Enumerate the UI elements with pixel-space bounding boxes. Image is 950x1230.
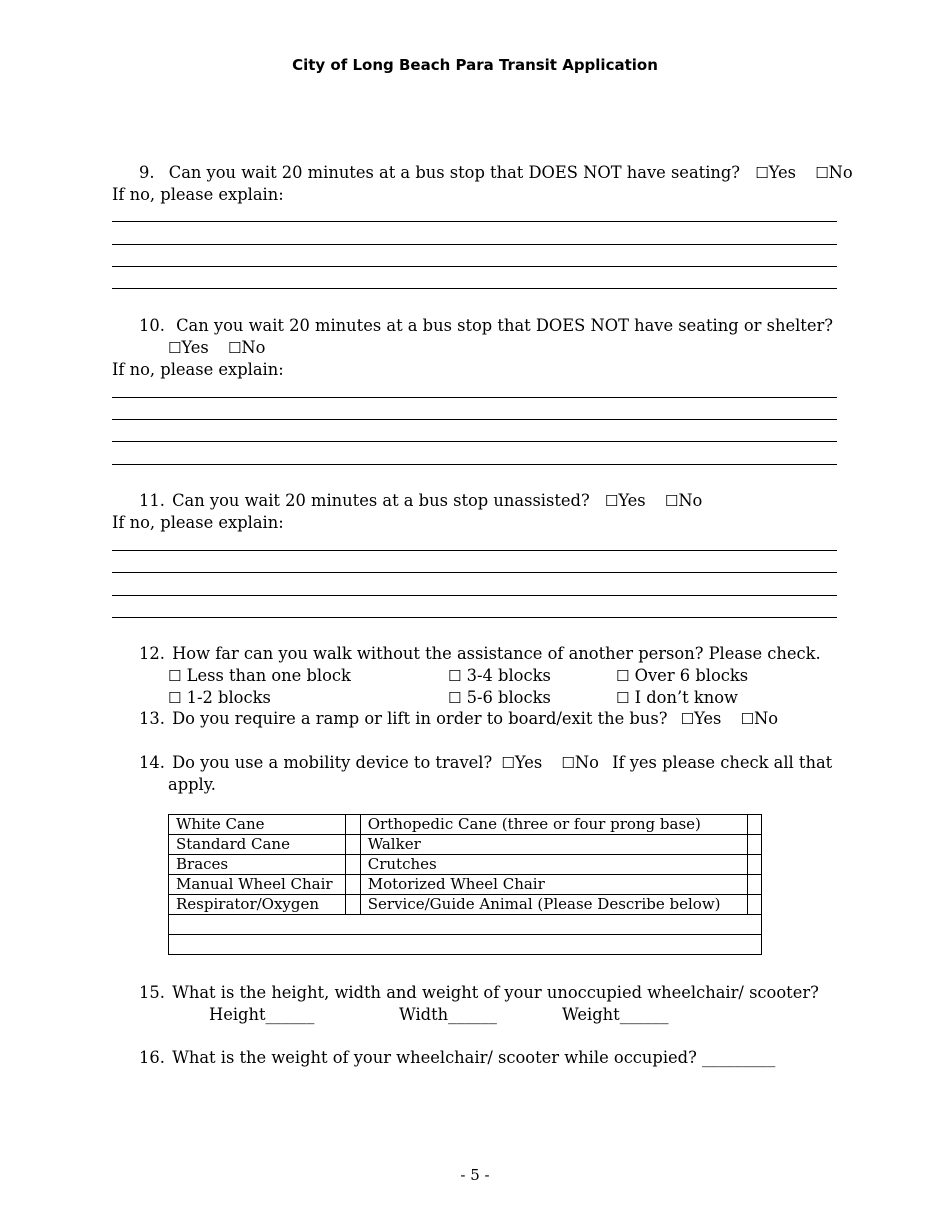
question-number: 13. [139, 709, 165, 728]
no-label: No [241, 338, 266, 357]
option-label: Less than one block [186, 666, 351, 685]
yes-label: Yes [768, 163, 797, 182]
description-cell[interactable] [169, 935, 762, 955]
device-label: Respirator/Oxygen [169, 895, 346, 915]
question-text: Can you wait 20 minutes at a bus stop that DOES NOT have seating? [168, 163, 741, 182]
checkbox-icon: ☐ [616, 667, 630, 685]
mobility-device-table [168, 814, 762, 955]
question-14 [139, 753, 832, 773]
description-row [169, 935, 762, 955]
checkbox-icon: ☐ [168, 339, 182, 357]
no-label: No [828, 163, 853, 182]
device-label: Service/Guide Animal (Please Describe below) [360, 895, 747, 915]
checkbox-icon: ☐ [561, 754, 575, 772]
option-label: 3-4 blocks [466, 666, 551, 685]
question-tail-continued: apply. [168, 775, 216, 794]
checkbox-icon: ☐ [501, 754, 515, 772]
device-check-cell[interactable] [747, 855, 761, 875]
question-10 [139, 316, 833, 336]
question-tail: If yes please check all that [612, 753, 833, 772]
question-text: How far can you walk without the assistance of another person? Please check. [172, 644, 821, 663]
no-label: No [574, 753, 599, 772]
yes-checkbox[interactable] [681, 709, 722, 728]
question-number: 10. [139, 316, 165, 335]
option-less-than-one-block[interactable] [168, 666, 351, 686]
table-row [169, 815, 762, 835]
answer-line[interactable] [112, 288, 837, 289]
question-text: Do you require a ramp or lift in order to board/exit the bus? [172, 709, 668, 728]
question-13 [139, 709, 778, 729]
device-check-cell[interactable] [346, 815, 360, 835]
no-checkbox[interactable] [815, 163, 853, 182]
option-5-6-blocks[interactable] [448, 688, 551, 708]
question-number: 12. [139, 644, 165, 663]
answer-line[interactable] [112, 550, 837, 551]
no-checkbox[interactable] [665, 491, 703, 510]
description-cell[interactable] [169, 915, 762, 935]
option-label: Over 6 blocks [634, 666, 749, 685]
question-number: 9. [139, 163, 155, 182]
checkbox-icon: ☐ [168, 689, 182, 707]
question-9 [139, 163, 853, 183]
answer-line[interactable] [112, 397, 837, 398]
table-row [169, 855, 762, 875]
checkbox-icon: ☐ [448, 667, 462, 685]
page-title: City of Long Beach Para Transit Application [292, 56, 658, 74]
question-16 [139, 1048, 775, 1068]
no-label: No [678, 491, 703, 510]
option-3-4-blocks[interactable] [448, 666, 551, 686]
no-checkbox[interactable] [561, 753, 599, 772]
answer-line[interactable] [112, 221, 837, 222]
question-number: 14. [139, 753, 165, 772]
question-12 [139, 644, 821, 664]
yes-checkbox[interactable] [755, 163, 796, 182]
table-row [169, 835, 762, 855]
yes-label: Yes [514, 753, 543, 772]
explain-label: If no, please explain: [112, 513, 284, 532]
checkbox-icon: ☐ [227, 339, 242, 357]
answer-line[interactable] [112, 617, 837, 618]
question-number: 11. [139, 491, 165, 510]
option-over-6-blocks[interactable] [616, 666, 748, 686]
option-label: 1-2 blocks [186, 688, 271, 707]
device-check-cell[interactable] [747, 815, 761, 835]
no-checkbox[interactable] [228, 338, 266, 357]
checkbox-icon: ☐ [168, 667, 182, 685]
question-10-options [168, 338, 265, 358]
page-number: - 5 - [460, 1166, 490, 1184]
yes-checkbox[interactable] [501, 753, 542, 772]
answer-line[interactable] [112, 419, 837, 420]
yes-label: Yes [694, 709, 722, 728]
device-label: Manual Wheel Chair [169, 875, 346, 895]
answer-line[interactable] [112, 464, 837, 465]
width-field[interactable]: Width______ [399, 1005, 497, 1024]
device-check-cell[interactable] [747, 875, 761, 895]
question-text: What is the height, width and weight of your unoccupied wheelchair/ scooter? [172, 983, 819, 1002]
question-15 [139, 983, 819, 1003]
option-label: I don’t know [634, 688, 738, 707]
height-field[interactable]: Height______ [209, 1005, 315, 1024]
question-11 [139, 491, 702, 511]
device-label: Orthopedic Cane (three or four prong base) [360, 815, 747, 835]
device-label: Crutches [360, 855, 747, 875]
device-check-cell[interactable] [346, 835, 360, 855]
device-check-cell[interactable] [747, 835, 761, 855]
no-label: No [754, 709, 779, 728]
device-label: White Cane [169, 815, 346, 835]
answer-line[interactable] [112, 244, 837, 245]
checkbox-icon: ☐ [616, 689, 630, 707]
checkbox-icon: ☐ [755, 164, 769, 182]
device-label: Standard Cane [169, 835, 346, 855]
option-1-2-blocks[interactable] [168, 688, 271, 708]
question-text: Can you wait 20 minutes at a bus stop that DOES NOT have seating or shelter? [176, 316, 833, 335]
explain-label: If no, please explain: [112, 185, 284, 204]
weight-field[interactable]: Weight______ [562, 1005, 669, 1024]
device-check-cell[interactable] [747, 895, 761, 915]
table-row [169, 875, 762, 895]
device-label: Braces [169, 855, 346, 875]
yes-checkbox[interactable] [605, 491, 646, 510]
question-text: What is the weight of your wheelchair/ scooter while occupied? _________ [172, 1048, 776, 1067]
device-check-cell[interactable] [346, 875, 360, 895]
option-label: 5-6 blocks [466, 688, 551, 707]
answer-line[interactable] [112, 595, 837, 596]
question-number: 16. [139, 1048, 165, 1067]
question-text: Do you use a mobility device to travel? [172, 753, 493, 772]
checkbox-icon: ☐ [664, 492, 679, 510]
checkbox-icon: ☐ [604, 492, 619, 510]
device-check-cell[interactable] [346, 895, 360, 915]
question-text: Can you wait 20 minutes at a bus stop unassisted? [172, 491, 590, 510]
checkbox-icon: ☐ [815, 164, 829, 182]
device-check-cell[interactable] [346, 855, 360, 875]
table-row [169, 895, 762, 915]
checkbox-icon: ☐ [680, 710, 695, 728]
answer-line[interactable] [112, 441, 837, 442]
no-checkbox[interactable] [741, 709, 779, 728]
question-number: 15. [139, 983, 165, 1002]
checkbox-icon: ☐ [740, 710, 755, 728]
answer-line[interactable] [112, 266, 837, 267]
device-label: Motorized Wheel Chair [360, 875, 747, 895]
explain-label: If no, please explain: [112, 360, 284, 379]
yes-label: Yes [181, 338, 209, 357]
description-row [169, 915, 762, 935]
yes-checkbox[interactable] [168, 338, 209, 357]
answer-line[interactable] [112, 572, 837, 573]
option-i-dont-know[interactable] [616, 688, 738, 708]
device-label: Walker [360, 835, 747, 855]
checkbox-icon: ☐ [448, 689, 462, 707]
yes-label: Yes [618, 491, 646, 510]
